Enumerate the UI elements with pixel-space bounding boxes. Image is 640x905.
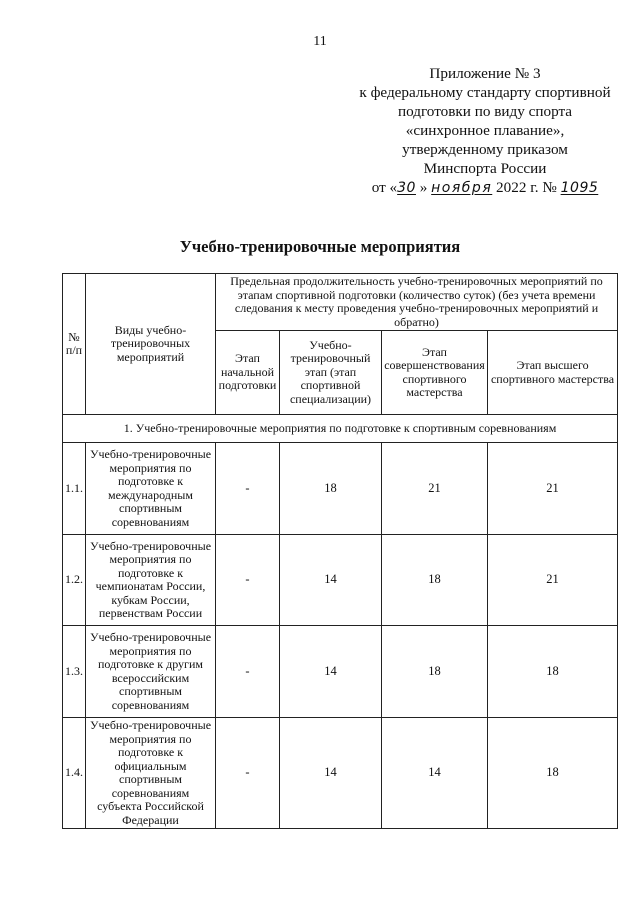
row-value-improvement: 18 bbox=[382, 626, 488, 718]
row-value-improvement: 18 bbox=[382, 535, 488, 626]
table-row bbox=[63, 535, 618, 626]
row-event-name: Учебно-тренировочные мероприятия по подготовке к международным спортивным соревнованиям bbox=[86, 443, 216, 535]
row-number: 1.1. bbox=[63, 443, 86, 535]
appendix-order-date bbox=[355, 178, 615, 198]
row-value-improvement: 14 bbox=[382, 718, 488, 829]
header-event-kinds: Виды учебно-тренировочных мероприятий bbox=[86, 274, 216, 415]
row-value-training: 14 bbox=[280, 626, 382, 718]
appendix-line-discipline: «синхронное плавание», bbox=[405, 122, 565, 139]
header-stage-training: Учебно-тренировочный этап (этап спортивной специализации) bbox=[280, 331, 382, 415]
table-row bbox=[63, 443, 618, 535]
row-value-higher: 21 bbox=[488, 443, 618, 535]
header-stage-initial: Этап начальной подготовки bbox=[216, 331, 280, 415]
date-mid: » bbox=[415, 179, 432, 196]
row-event-name: Учебно-тренировочные мероприятия по подготовке к другим всероссийским спортивным соревнованиям bbox=[86, 626, 216, 718]
date-year: 2022 г. № bbox=[492, 179, 561, 196]
row-value-initial: - bbox=[216, 626, 280, 718]
table-header-row bbox=[63, 274, 618, 331]
section-row bbox=[63, 415, 618, 443]
appendix-line-sport: подготовки по виду спорта bbox=[397, 103, 573, 120]
table-row bbox=[63, 626, 618, 718]
appendix-line-approved: утвержденному приказом bbox=[402, 141, 568, 158]
row-value-higher: 18 bbox=[488, 718, 618, 829]
row-value-initial: - bbox=[216, 718, 280, 829]
appendix-line-standard: к федеральному стандарту спортивной bbox=[359, 84, 611, 101]
date-month: ноября bbox=[431, 180, 493, 196]
training-events-table bbox=[62, 273, 618, 829]
row-value-initial: - bbox=[216, 443, 280, 535]
row-value-initial: - bbox=[216, 535, 280, 626]
header-number: № п/п bbox=[63, 274, 86, 415]
order-number: 1095 bbox=[560, 180, 599, 196]
date-day: 30 bbox=[397, 180, 416, 196]
row-value-training: 18 bbox=[280, 443, 382, 535]
row-value-higher: 18 bbox=[488, 626, 618, 718]
row-value-training: 14 bbox=[280, 535, 382, 626]
appendix-block bbox=[355, 64, 615, 198]
appendix-title: Приложение № 3 bbox=[429, 65, 541, 82]
appendix-line-ministry: Минспорта России bbox=[423, 160, 547, 177]
row-value-higher: 21 bbox=[488, 535, 618, 626]
document-title: Учебно-тренировочные мероприятия bbox=[179, 237, 461, 256]
row-value-improvement: 21 bbox=[382, 443, 488, 535]
section-title: 1. Учебно-тренировочные мероприятия по подготовке к спортивным соревнованиям bbox=[63, 415, 618, 443]
row-number: 1.2. bbox=[63, 535, 86, 626]
row-number: 1.4. bbox=[63, 718, 86, 829]
row-event-name: Учебно-тренировочные мероприятия по подготовке к официальным спортивным соревнованиям субъекта Российской Федерации bbox=[86, 718, 216, 829]
date-prefix: от « bbox=[371, 179, 398, 196]
row-event-name: Учебно-тренировочные мероприятия по подготовке к чемпионатам России, кубкам России, первенствам России bbox=[86, 535, 216, 626]
header-stage-improvement: Этап совершенствования спортивного мастерства bbox=[382, 331, 488, 415]
page-number: 11 bbox=[313, 34, 327, 49]
header-stage-higher: Этап высшего спортивного мастерства bbox=[488, 331, 618, 415]
row-number: 1.3. bbox=[63, 626, 86, 718]
header-max-duration: Предельная продолжительность учебно-тренировочных мероприятий по этапам спортивной подготовки (количество суток) (без учета времени следования к месту проведения учебно-тренировочных мероприятий и обратно) bbox=[216, 274, 618, 331]
row-value-training: 14 bbox=[280, 718, 382, 829]
table-row bbox=[63, 718, 618, 829]
